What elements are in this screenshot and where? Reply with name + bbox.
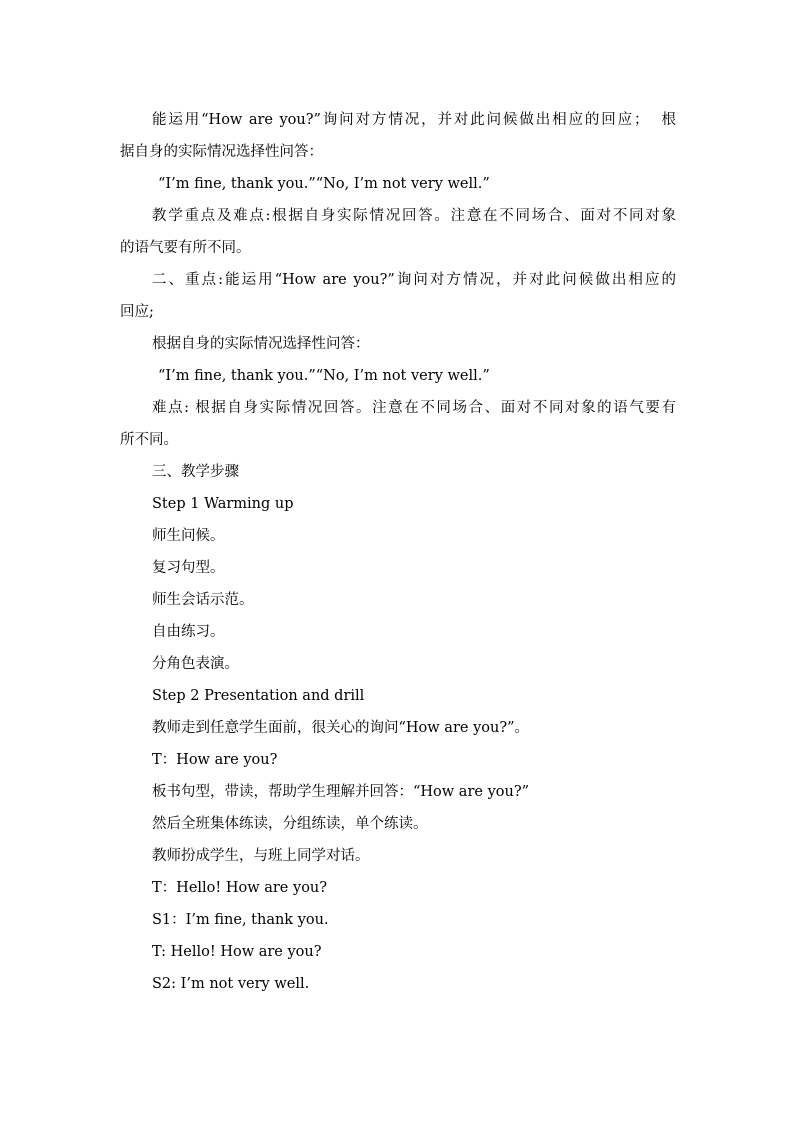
quote-line: “I’m fine, thank you.”“No, I’m not very well.” (158, 176, 490, 192)
dialogue-line: T: Hello! How are you? (152, 944, 322, 960)
paragraph-line: 难点: 根据自身实际情况回答。注意在不同场合、面对不同对象的语气要有 (152, 400, 676, 416)
paragraph-line: 教师走到任意学生面前，很关心的询问“How are you?”。 (152, 720, 530, 736)
step-heading: Step 1 Warming up (152, 496, 294, 512)
paragraph-line: 回应; (120, 304, 154, 320)
paragraph-line: 所不同。 (120, 432, 178, 448)
dialogue-line: T：How are you? (152, 752, 278, 768)
paragraph-line: 据自身的实际情况选择性问答： (120, 144, 323, 160)
dialogue-line: T：Hello! How are you? (152, 880, 328, 896)
quote-line: “I’m fine, thank you.”“No, I’m not very well.” (158, 368, 490, 384)
list-item: 师生问候。 (152, 528, 225, 544)
paragraph-line: 板书句型，带读，帮助学生理解并回答：“How are you?” (152, 784, 530, 800)
paragraph-line: 然后全班集体练读，分组练读，单个练读。 (152, 816, 428, 832)
list-item: 复习句型。 (152, 560, 225, 576)
paragraph-line: 的语气要有所不同。 (120, 240, 251, 256)
step-heading: Step 2 Presentation and drill (152, 688, 365, 704)
section-heading-line: 二、重点:能运用“How are you?”询问对方情况，并对此问候做出相应的 (152, 272, 676, 288)
list-item: 师生会话示范。 (152, 592, 254, 608)
paragraph-line: 教师扮成学生，与班上同学对话。 (152, 848, 370, 864)
paragraph-line: 根据自身的实际情况选择性问答： (152, 336, 370, 352)
paragraph-line: 能运用“How are you?”询问对方情况，并对此问候做出相应的回应； 根 (152, 112, 676, 128)
dialogue-line: S2: I’m not very well. (152, 976, 310, 992)
list-item: 分角色表演。 (152, 656, 239, 672)
list-item: 自由练习。 (152, 624, 225, 640)
dialogue-line: S1：I’m fine, thank you. (152, 912, 329, 928)
section-heading: 三、教学步骤 (152, 464, 239, 480)
document-body (120, 104, 676, 1000)
paragraph-line: 教学重点及难点:根据自身实际情况回答。注意在不同场合、面对不同对象 (152, 208, 676, 224)
